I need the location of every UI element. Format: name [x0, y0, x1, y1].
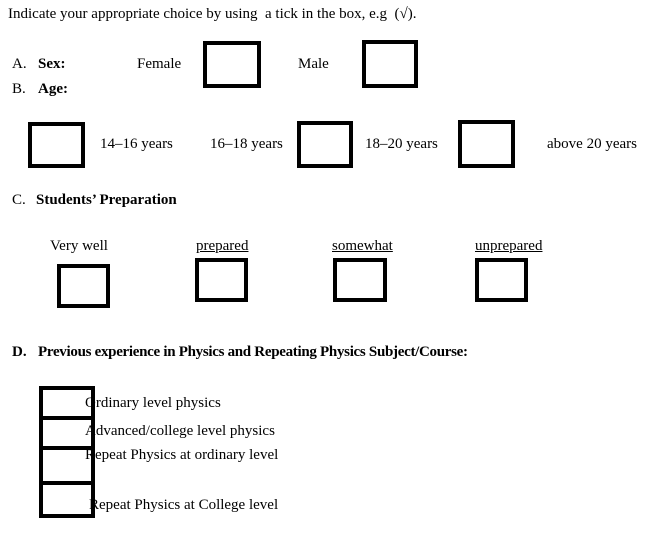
label-age-14-16: 14–16 years: [100, 136, 173, 152]
label-repeat-college: Repeat Physics at College level: [89, 497, 279, 513]
checkbox-somewhat[interactable]: [333, 258, 387, 302]
label-prepared: prepared: [196, 238, 249, 254]
section-d-title: Previous experience in Physics and Repeating Physics Subject/Course:: [38, 344, 468, 360]
instruction-text: Indicate your appropriate choice by using a tick in the box, e.g (√).: [8, 6, 417, 22]
label-somewhat: somewhat: [332, 238, 393, 254]
label-male: Male: [298, 56, 329, 72]
section-c-title: Students’ Preparation: [36, 192, 177, 208]
checkbox-male[interactable]: [362, 40, 418, 88]
section-b-letter: B.: [12, 81, 26, 97]
label-repeat-ordinary: Repeat Physics at ordinary level: [85, 447, 279, 463]
checkbox-prepared[interactable]: [195, 258, 248, 302]
checkbox-age-18-20[interactable]: [458, 120, 515, 168]
label-age-18-20: 18–20 years: [365, 136, 438, 152]
checkbox-age-14-16[interactable]: [28, 122, 85, 168]
label-age-16-18: 16–18 years: [210, 136, 283, 152]
checkbox-unprepared[interactable]: [475, 258, 528, 302]
section-a-letter: A.: [12, 56, 27, 72]
checkbox-repeat-college[interactable]: [39, 481, 95, 518]
checkbox-female[interactable]: [203, 41, 261, 88]
section-c-letter: C.: [12, 192, 26, 208]
checkbox-very-well[interactable]: [57, 264, 110, 308]
label-advanced-college-level: Advanced/college level physics: [85, 423, 275, 439]
section-b-title: Age:: [38, 81, 68, 97]
section-d-letter: D.: [12, 344, 27, 360]
section-a-title: Sex:: [38, 56, 66, 72]
checkbox-age-16-18[interactable]: [297, 121, 353, 168]
label-ordinary-level: Ordinary level physics: [85, 395, 221, 411]
label-female: Female: [137, 56, 182, 72]
label-very-well: Very well: [50, 238, 108, 254]
label-age-above-20: above 20 years: [547, 136, 637, 152]
label-unprepared: unprepared: [475, 238, 543, 254]
